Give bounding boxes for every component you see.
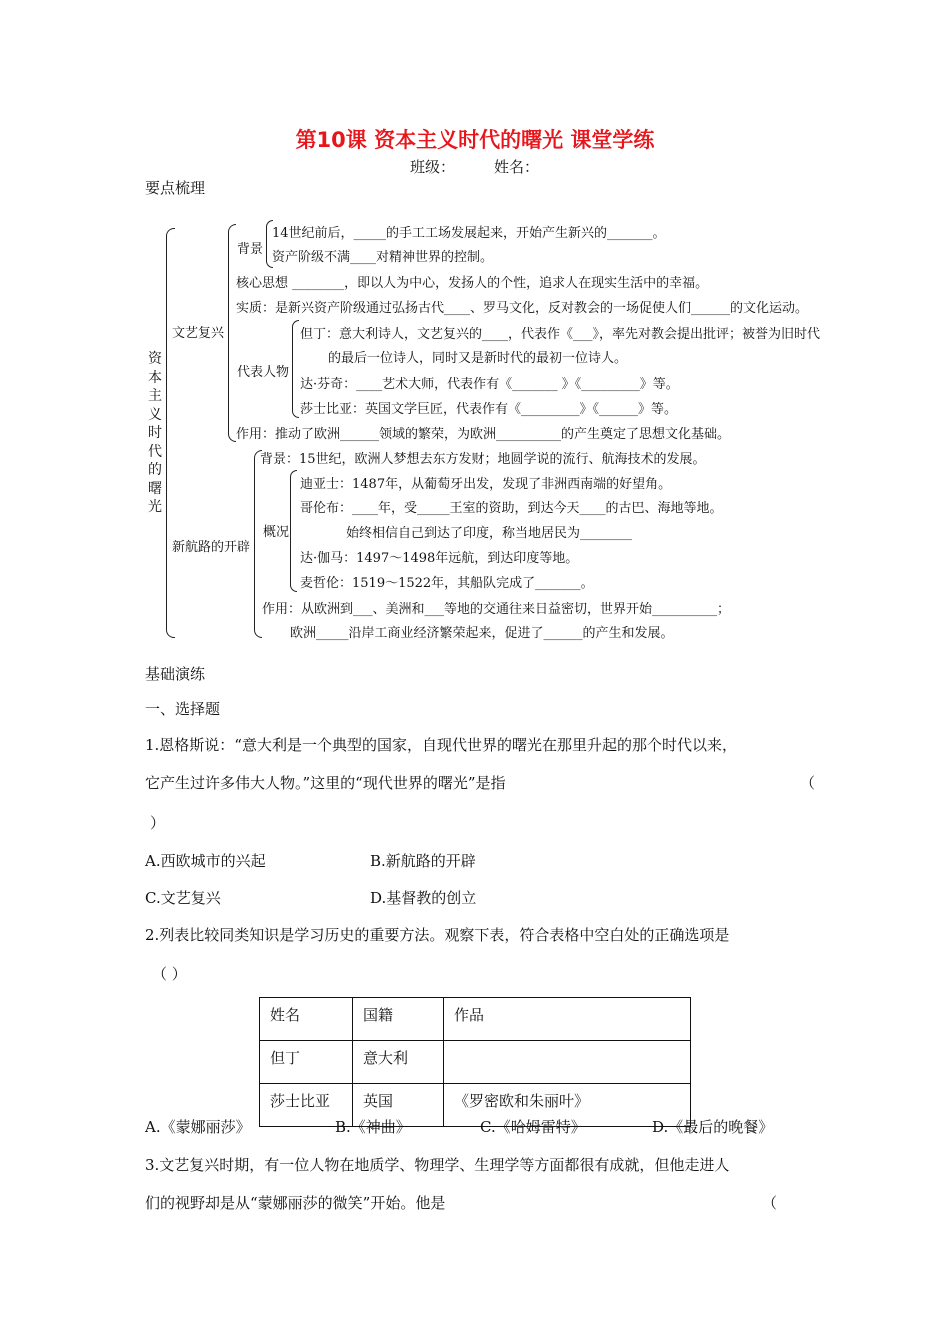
q2-option-c: C.《哈姆雷特》 [480, 1118, 586, 1136]
overview-label: 概况 [263, 525, 290, 540]
davinci-line: 达·芬奇：____艺术大师，代表作有《_______ 》《_________》等。 [300, 377, 679, 392]
renaissance-bg-label: 背景 [237, 242, 264, 257]
q2-option-b: B.《神曲》 [335, 1118, 411, 1136]
overview-brace [290, 470, 297, 592]
dante-line-2: 的最后一位诗人，同时又是新时代的最初一位诗人。 [328, 351, 628, 366]
table-cell: 英国 [353, 1084, 444, 1127]
q1-paren-open: （ [800, 774, 816, 792]
q1-stem-1: 1.恩格斯说：“意大利是一个典型的国家，自现代世界的曙光在那里升起的那个时代以来， [145, 736, 737, 754]
table-cell: 作品 [444, 998, 691, 1041]
section-choice: 一、选择题 [145, 700, 221, 718]
section-basic: 基础演练 [145, 665, 206, 683]
people-brace [292, 320, 299, 418]
table-cell: 意大利 [353, 1041, 444, 1084]
q1-stem-2: 它产生过许多伟大人物。”这里的“现代世界的曙光”是指 [145, 774, 506, 792]
table-cell: 莎士比亚 [260, 1084, 353, 1127]
table-cell: 《罗密欧和朱丽叶》 [444, 1084, 691, 1127]
q1-option-b: B.新航路的开辟 [370, 852, 476, 870]
table-row [260, 1041, 691, 1084]
shakespeare-line: 莎士比亚：英国文学巨匠，代表作有《_________》《______》等。 [300, 402, 678, 417]
comparison-table [259, 997, 691, 1127]
page-title: 第10课 资本主义时代的曙光 课堂学练 [295, 128, 655, 152]
table-cell [444, 1041, 691, 1084]
q2-option-a: A.《蒙娜丽莎》 [145, 1118, 251, 1136]
q1-option-a: A.西欧城市的兴起 [145, 852, 266, 870]
columbus-line-2: 始终相信自己到达了印度，称当地居民为________ [346, 526, 633, 541]
renaissance-essence: 实质：是新兴资产阶级通过弘扬古代____、罗马文化，反对教会的一场促使人们______的文化运动。 [236, 301, 809, 316]
q1-option-d: D.基督教的创立 [370, 889, 477, 907]
q3-stem-1: 3.文艺复兴时期，有一位人物在地质学、物理学、生理学等方面都很有成就，但他走进人 [145, 1156, 730, 1174]
table-cell: 国籍 [353, 998, 444, 1041]
table-row [260, 1084, 691, 1127]
renaissance-effect: 作用：推动了欧洲______领域的繁荣，为欧洲__________的产生奠定了思想文化基础。 [236, 427, 731, 442]
voyages-bg: 背景：15世纪，欧洲人梦想去东方发财；地圆学说的流行、航海技术的发展。 [260, 452, 706, 467]
q1-paren-close: ） [150, 814, 166, 832]
q2-paren: （ ） [152, 965, 187, 983]
q3-stem-2: 们的视野却是从“蒙娜丽莎的微笑”开始。他是 [145, 1194, 446, 1212]
class-label: 班级： [410, 158, 456, 176]
q2-option-d: D.《最后的晚餐》 [652, 1118, 774, 1136]
section-key-points: 要点梳理 [145, 179, 206, 197]
columbus-line-1: 哥伦布：____年，受_____王室的资助，到达今天____的古巴、海地等地。 [300, 501, 723, 516]
renaissance-core: 核心思想 ________，即以人为中心，发扬人的个性，追求人在现实生活中的幸福。 [236, 276, 709, 291]
q2-stem: 2.列表比较同类知识是学习历史的重要方法。观察下表，符合表格中空白处的正确选项是 [145, 926, 730, 944]
name-label: 姓名： [494, 158, 540, 176]
q3-paren-open: （ [762, 1194, 778, 1212]
voyages-effect-1: 作用：从欧洲到___、美洲和___等地的交通往来日益密切，世界开始__________； [262, 602, 731, 617]
people-label: 代表人物 [237, 365, 290, 380]
renaissance-bg-1: 14世纪前后，_____的手工工场发展起来，开始产生新兴的_______。 [272, 226, 666, 241]
root-brace [166, 228, 175, 638]
renaissance-brace [228, 224, 236, 442]
gama-line: 达·伽马：1497～1498年远航，到达印度等地。 [300, 551, 579, 566]
table-row [260, 998, 691, 1041]
magellan-line: 麦哲伦：1519～1522年，其船队完成了_______。 [300, 576, 594, 591]
voyages-brace [254, 450, 262, 638]
renaissance-bg-2: 资产阶级不满____对精神世界的控制。 [272, 250, 494, 265]
voyages-effect-2: 欧洲_____沿岸工商业经济繁荣起来，促进了______的产生和发展。 [290, 626, 674, 641]
voyages-label: 新航路的开辟 [172, 540, 251, 555]
q1-option-c: C.文艺复兴 [145, 889, 221, 907]
mindmap-root: 资本主义时代的曙光 [148, 351, 162, 515]
table-cell: 但丁 [260, 1041, 353, 1084]
table-cell: 姓名 [260, 998, 353, 1041]
renaissance-label: 文艺复兴 [172, 326, 225, 341]
dias-line: 迪亚士：1487年，从葡萄牙出发，发现了非洲西南端的好望角。 [300, 477, 672, 492]
dante-line-1: 但丁：意大利诗人，文艺复兴的____，代表作《___》，率先对教会提出批评；被誉为旧时代 [300, 327, 821, 342]
